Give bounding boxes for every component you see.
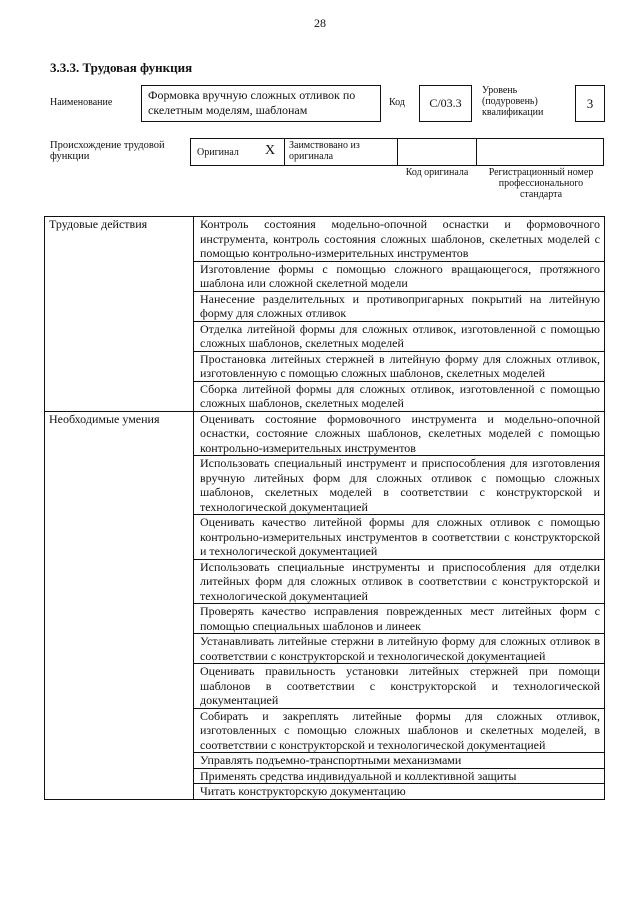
code-box — [419, 85, 472, 122]
origin-row — [190, 138, 604, 166]
section-title: 3.3.3. Трудовая функция — [50, 60, 193, 75]
original-cell — [191, 139, 285, 165]
table-row — [45, 411, 605, 456]
code-original-cell — [398, 139, 477, 165]
requirement-item: Собирать и закреплять литейные формы для сложных отливок, изготовленных с помощью сложных шаблонов и скелетных моделей, в соответствии с конструкторской и технологической документацией — [194, 708, 605, 753]
reg-number-cell — [477, 139, 603, 165]
requirement-item: Читать конструкторскую документацию — [194, 784, 605, 800]
code-label: Код — [389, 97, 405, 108]
borrowed-label: Заимствовано из оригинала — [289, 140, 360, 162]
original-mark: X — [265, 143, 276, 158]
borrowed-cell — [285, 139, 398, 165]
section-heading: Трудовые действия — [45, 217, 194, 412]
section-heading: Необходимые умения — [45, 411, 194, 799]
requirement-item: Устанавливать литейные стержни в литейную форму для сложных отливок в соответствии с конструкторской и технологической документацией — [194, 634, 605, 664]
table-row — [45, 217, 605, 262]
requirement-item: Изготовление формы с помощью сложного вращающегося, протяжного шаблона или сложной скелетной модели — [194, 261, 605, 291]
requirement-item: Нанесение разделительных и противопригарных покрытий на литейную форму для сложных отливок — [194, 291, 605, 321]
requirement-item: Применять средства индивидуальной и коллективной защиты — [194, 768, 605, 784]
requirement-item: Сборка литейной формы для сложных отливок, изготовленной с помощью сложных шаблонов, скелетных моделей — [194, 381, 605, 411]
requirement-item: Использовать специальный инструмент и приспособления для изготовления вручную литейных форм для сложных отливок с помощью сложных шаблонов, скелетных моделей в соответствии с конструкторской и технологической документацией — [194, 456, 605, 515]
function-name-box — [141, 85, 381, 122]
level-box — [575, 85, 605, 122]
requirement-item: Оценивать состояние формовочного инструмента и модельно-опочной оснастки, состояние сложных шаблонов, скелетных моделей с помощью контрольно-измерительных инструментов — [194, 411, 605, 456]
level-label: Уровень (подуровень) квалификации — [482, 85, 544, 118]
name-label: Наименование — [50, 97, 113, 108]
reg-number-caption: Регистрационный номер профессионального стандарта — [488, 167, 594, 200]
origin-label: Происхождение трудовой функции — [50, 140, 165, 162]
requirements-table — [44, 216, 605, 800]
page-number: 28 — [314, 16, 326, 30]
requirement-item: Простановка литейных стержней в литейную форму для сложных отливок, изготовленную с помощью сложных шаблонов, скелетных моделей — [194, 351, 605, 381]
requirement-item: Управлять подъемно-транспортными механизмами — [194, 753, 605, 769]
requirement-item: Проверять качество исправления поврежденных мест литейных форм с помощью специальных шаблонов и линеек — [194, 604, 605, 634]
level-value: 3 — [586, 95, 594, 111]
requirement-item: Оценивать качество литейной формы для сложных отливок с помощью контрольно-измерительных инструментов в соответствии с конструкторской и технологической документацией — [194, 515, 605, 560]
code-original-caption: Код оригинала — [405, 167, 469, 178]
code-value: С/03.3 — [429, 96, 462, 110]
requirement-item: Отделка литейной формы для сложных отливок, изготовленной с помощью сложных шаблонов, скелетных моделей — [194, 321, 605, 351]
requirement-item: Контроль состояния модельно-опочной оснастки и формовочного инструмента, контроль состояния сложных шаблонов, скелетных моделей с помощью контрольно-измерительных инструментов — [194, 217, 605, 262]
function-name-value: Формовка вручную сложных отливок по скелетным моделям, шаблонам — [148, 88, 356, 117]
requirement-item: Использовать специальные инструменты и приспособления для отделки литейных форм для сложных отливок в соответствии с конструкторской и технологической документацией — [194, 559, 605, 604]
requirement-item: Оценивать правильность установки литейных стержней при помощи шаблонов в соответствии с конструкторской и технологической документацией — [194, 664, 605, 709]
original-label: Оригинал — [197, 147, 239, 158]
